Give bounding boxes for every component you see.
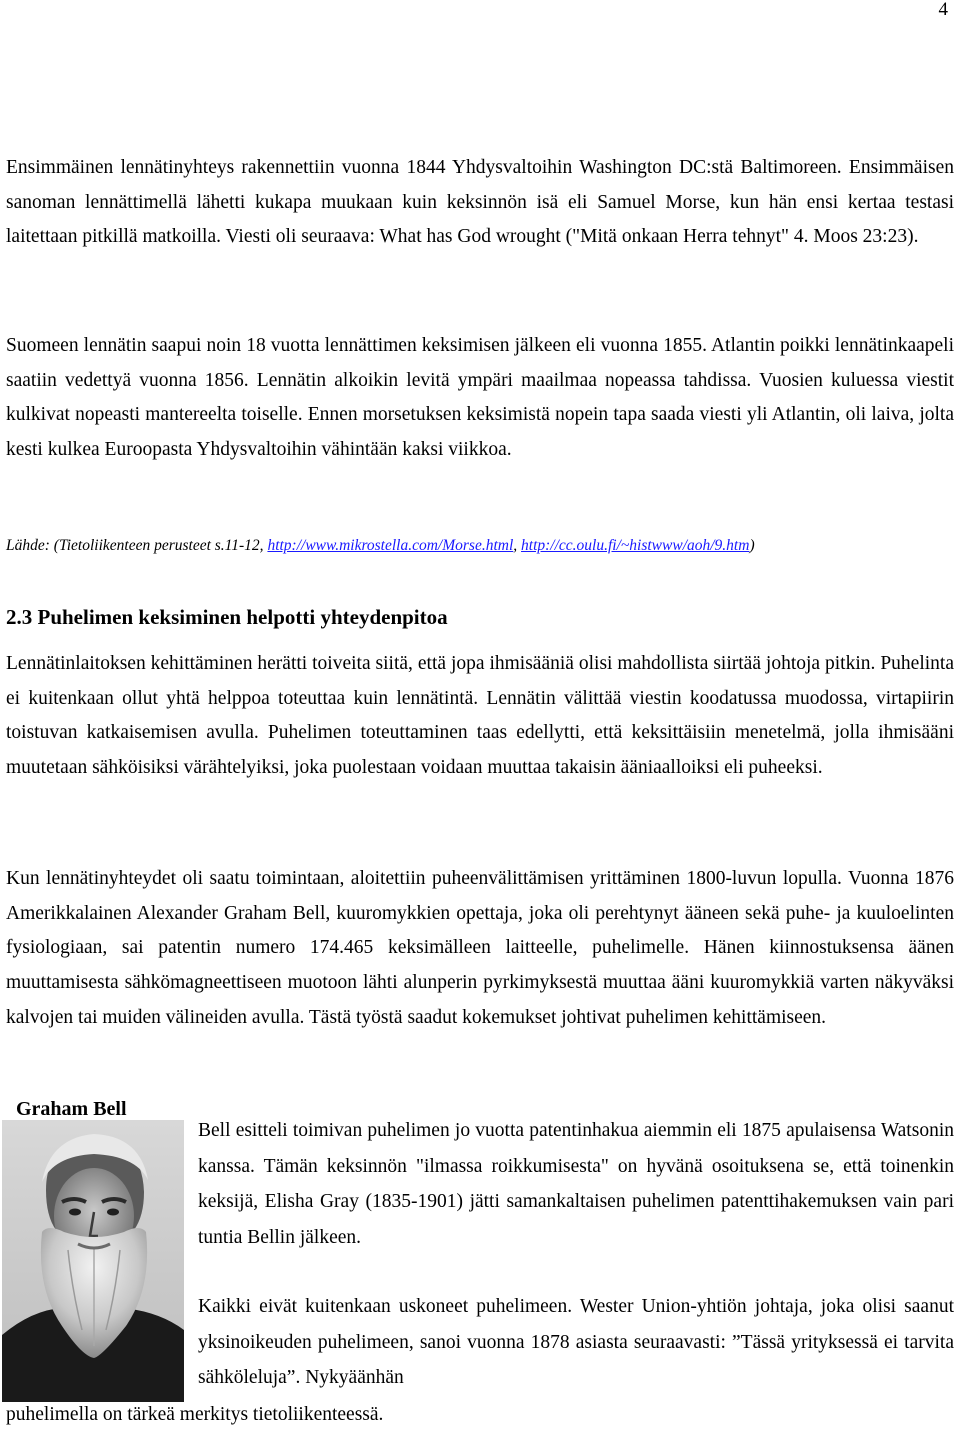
paragraph-telegraph-finland: Suomeen lennätin saapui noin 18 vuotta lennättimen keksimisen jälkeen eli vuonna 1855. Atlantin poikki lennätinkaapeli saatiin vedettyä vuonna 1856. Lennätin alkoikin levitä ympäri maailmaa nopeassa tahdissa. Vuosien kuluessa viestit kulkivat nopeasti mantereelta toiselle. Ennen morsetuksen keksimistä nopein tapa saada viesti yli Atlantin, oli laiva, jolta kesti kulkea Euroopasta Yhdysvaltoihin vähintään kaksi viikkoa. — [6, 335, 954, 461]
figure-caption: Graham Bell — [16, 1098, 127, 1120]
source-separator: , — [513, 537, 522, 554]
source-link-mikrostella[interactable]: http://www.mikrostella.com/Morse.html — [267, 537, 514, 554]
paragraph-telephone-bell: Kun lennätinyhteydet oli saatu toimintaan, aloitettiin puheenvälittämisen yrittäminen 1800-luvun lopulla. Vuonna 1876 Amerikkalainen Alexander Graham Bell, kuuromykkien opettaja, joka oli perehtynyt ääneen sekä puhe- ja kuuloelinten fysiologiaan, sai patentin numero 174.465 keksimälleen laitteelle, puhelimelle. Hänen kiinnostuksensa äänen muuttamisesta sähkömagneettiseen muotoon lähti alunperin pyrkimyksestä muuttaa ääni kuuromykkiä varten näkyväksi kalvojen tai muiden välineiden avulla. Tästä työstä saadut kokemukset johtivat puhelimen kehittämiseen. — [6, 868, 954, 1028]
source-link-oulu[interactable]: http://cc.oulu.fi/~histwww/aoh/9.htm — [521, 537, 750, 554]
paragraph-telephone-idea: Lennätinlaitoksen kehittäminen herätti toiveita siitä, että jopa ihmisääniä olisi mahdollista siirtää johtoja pitkin. Puhelinta ei kuitenkaan ollut yhtä helppoa toteuttaa kuin lennätintä. Lennätin välittää viestin koodatussa muodossa, virtapiirin toistuvan katkaisemisen avulla. Puhelimen toteuttaminen taas edellytti, että keksittäisiin menetelmä, jolla ihmisääni muutetaan sähköisiksi värähtelyiksi, joka puolestaan voidaan muuttaa takaisin ääniaalloiksi eli puheeksi. — [6, 653, 954, 779]
section-heading: 2.3 Puhelimen keksiminen helpotti yhteydenpitoa — [6, 605, 448, 629]
paragraph-western-union: Kaikki eivät kuitenkaan uskoneet puhelimeen. Wester Union-yhtiön johtaja, joka olisi saanut yksinoikeuden puhelimeen, sanoi vuonna 1878 asiasta seuraavasti: ”Tässä yrityksessä ei tarvita sähköleluja”. Nykyäänhän — [198, 1296, 954, 1389]
paragraph-telegraph-first-line: Ensimmäinen lennätinyhteys rakennettiin vuonna 1844 Yhdysvaltoihin Washington DC:stä Baltimoreen. Ensimmäisen sanoman lennättimellä lähetti kukapa muukaan kuin keksinnön isä eli Samuel Morse, kun hän ensi kertaa testasi laitettaan pitkillä matkoilla. Viesti oli seuraava: What has God wrought ("Mitä onkaan Herra tehnyt" 4. Moos 23:23). — [6, 157, 954, 248]
source-citation — [6, 534, 954, 558]
source-suffix: ) — [749, 537, 755, 554]
paragraph-western-union-end: puhelimella on tärkeä merkitys tietoliikenteessä. — [6, 1404, 384, 1425]
source-prefix: Lähde: (Tietoliikenteen perusteet s.11-12, — [6, 537, 268, 554]
graham-bell-portrait — [2, 1120, 184, 1402]
page-number: 4 — [938, 0, 948, 20]
paragraph-bell-demo: Bell esitteli toimivan puhelimen jo vuotta patentinhakua aiemmin eli 1875 apulaisensa Watsonin kanssa. Tämän keksinnön "ilmassa roikkumisesta" on hyvänä osoituksena se, että toinenkin keksijä, Elisha Gray (1835-1901) jätti samankaltaisen puhelimen patenttihakemuksen vain pari tuntia Bellin jälkeen. — [198, 1120, 954, 1248]
